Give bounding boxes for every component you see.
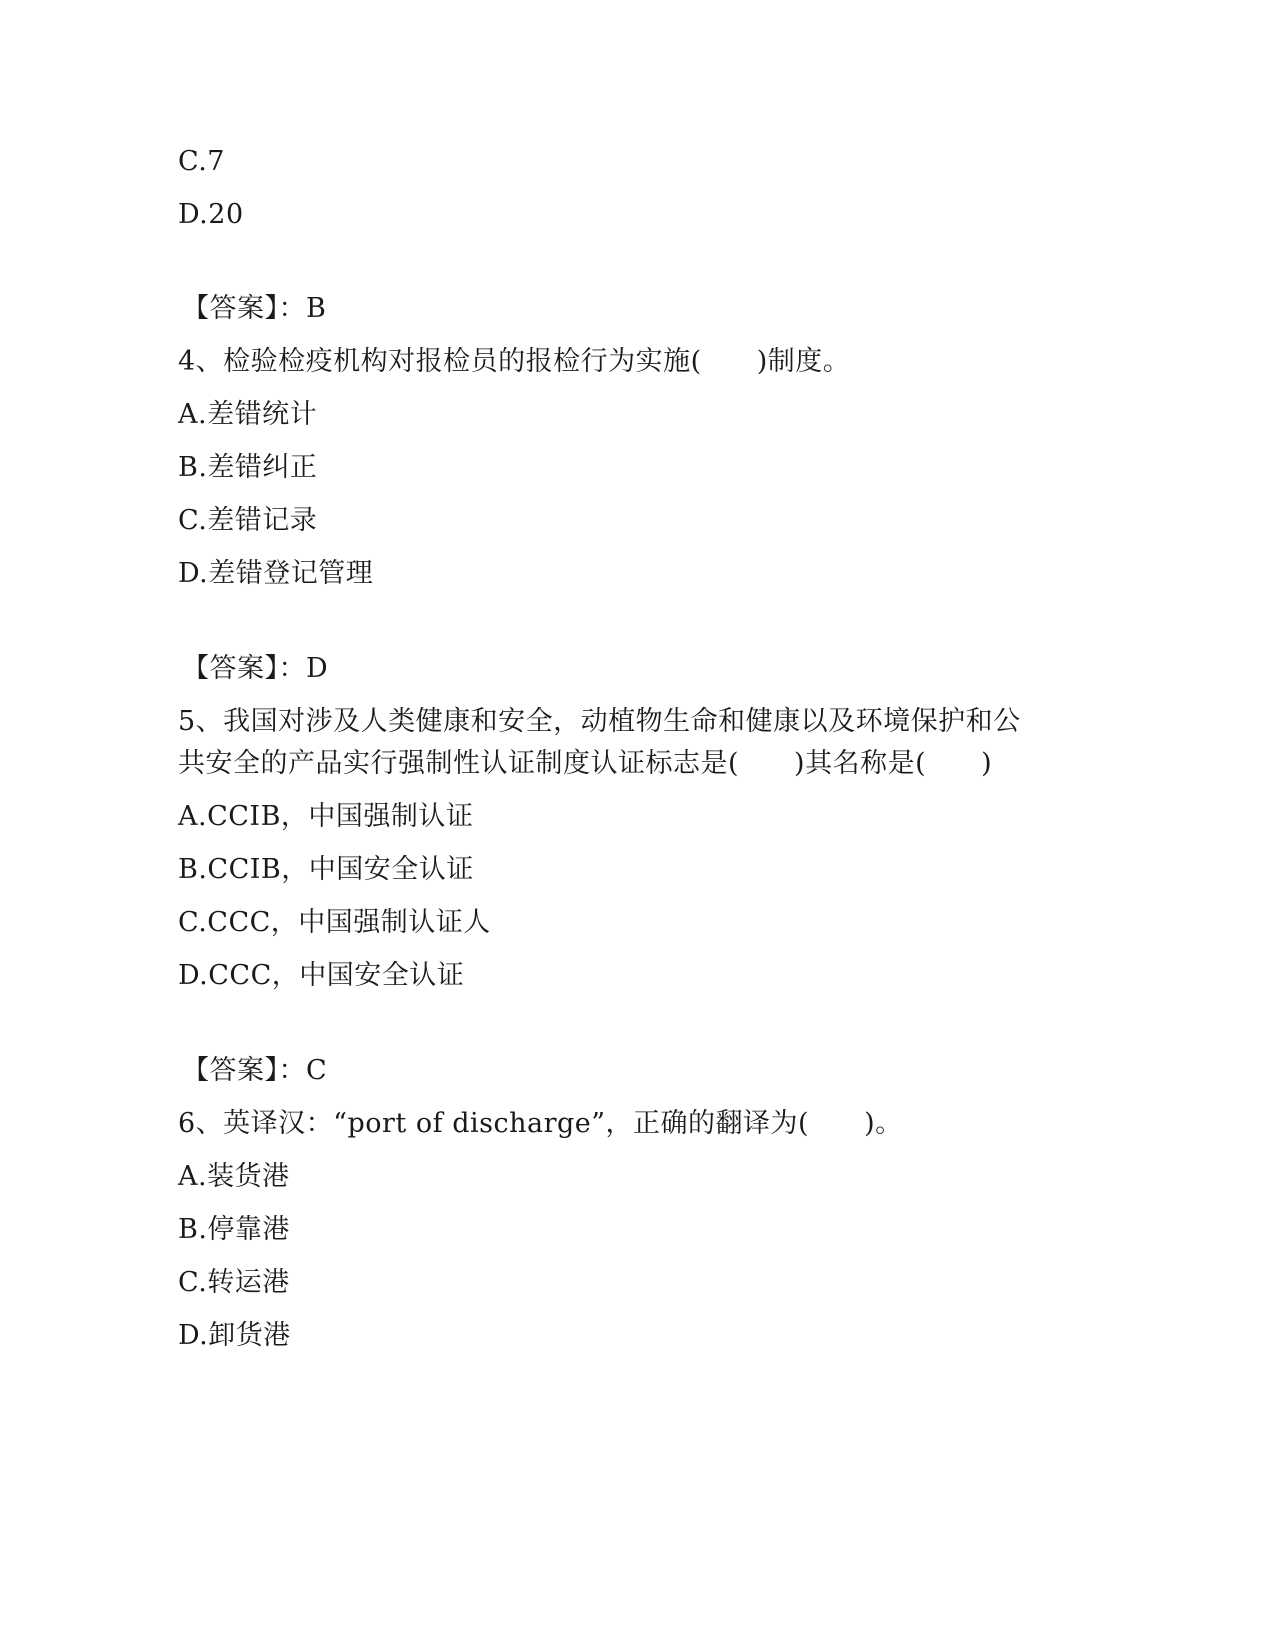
option-b: B.差错纠正 xyxy=(178,452,318,483)
option-b: B.CCIB，中国安全认证 xyxy=(178,854,474,885)
question-stem-line1: 5、我国对涉及人类健康和安全，动植物生命和健康以及环境保护和公 xyxy=(178,706,1021,737)
answer-label: 【答案】：C xyxy=(182,1055,328,1086)
option-a: A.CCIB，中国强制认证 xyxy=(178,801,474,832)
option-a: A.装货港 xyxy=(178,1161,290,1192)
option-d: D.CCC，中国安全认证 xyxy=(178,960,465,991)
answer-label: 【答案】：B xyxy=(182,293,327,324)
option-c: C.转运港 xyxy=(178,1267,290,1298)
question-stem-line2: 共安全的产品实行强制性认证制度认证标志是( )其名称是( ) xyxy=(178,748,993,779)
option-c: C.差错记录 xyxy=(178,505,318,536)
option-c: C.CCC，中国强制认证人 xyxy=(178,907,491,938)
question-stem: 6、英译汉：“port of discharge”，正确的翻译为( )。 xyxy=(178,1108,903,1139)
option-b: B.停靠港 xyxy=(178,1214,290,1245)
option-d: D.差错登记管理 xyxy=(178,558,374,589)
option-a: A.差错统计 xyxy=(178,399,318,430)
option-c: C.7 xyxy=(178,146,225,177)
option-d: D.20 xyxy=(178,199,244,230)
answer-label: 【答案】：D xyxy=(182,653,329,684)
question-stem: 4、检验检疫机构对报检员的报检行为实施( )制度。 xyxy=(178,346,851,377)
option-d: D.卸货港 xyxy=(178,1320,291,1351)
